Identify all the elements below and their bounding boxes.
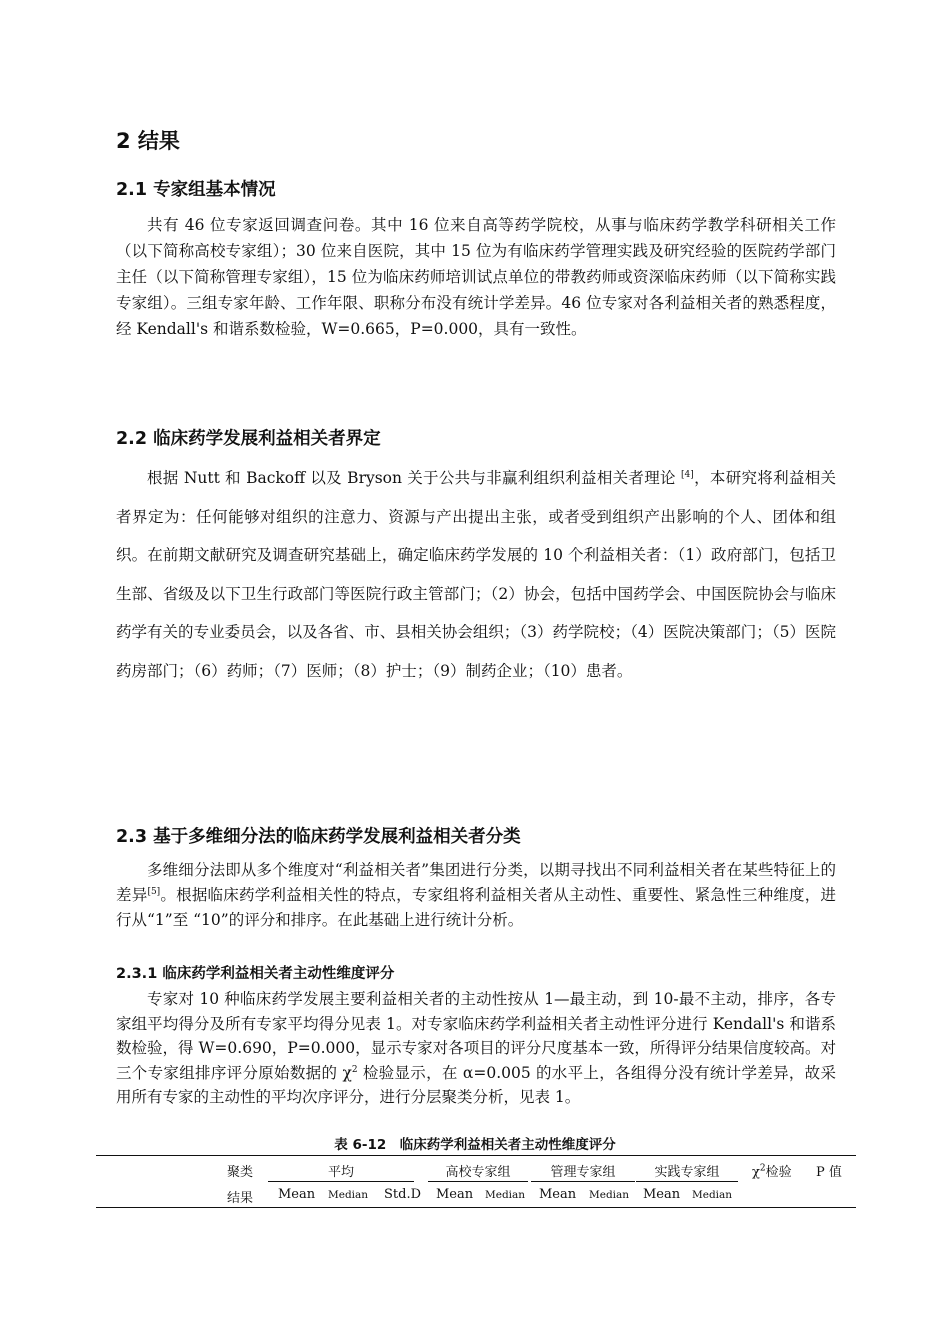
table-top-rule — [96, 1155, 856, 1156]
paragraph-2-3-text-a: 多维细分法即从多个维度对“利益相关者”集团进行分类，以期寻找出不同利益相关者在某些特征上的差异 — [116, 861, 836, 904]
paragraph-2-3 — [116, 858, 836, 933]
paragraph-2-3-1-text-b: 检验显示，在 α=0.005 的水平上，各组得分没有统计学差异，故采用所有专家的主动性的平均次序评分，进行分层聚类分析，见表 1。 — [116, 1063, 836, 1106]
table-header-rule — [96, 1207, 856, 1208]
univ-group-rule — [428, 1181, 528, 1182]
avg-median-header: Median — [328, 1189, 369, 1201]
col-p-value-header: P 值 — [816, 1165, 842, 1180]
univ-median-header: Median — [485, 1189, 526, 1201]
col-univ-group-header: 高校专家组 — [445, 1165, 511, 1180]
heading-2-1: 2.1 专家组基本情况 — [116, 180, 276, 200]
chi-header-superscript: 2 — [759, 1163, 766, 1174]
average-group-rule — [268, 1181, 414, 1182]
prac-group-rule — [636, 1181, 738, 1182]
mgmt-group-rule — [531, 1181, 635, 1182]
avg-mean-header: Mean — [278, 1187, 316, 1202]
chi-symbol: χ — [752, 1165, 760, 1180]
paragraph-2-3-text-b: 。根据临床药学利益相关性的特点，专家组将利益相关者从主动性、重要性、紧急性三种维度，进行从“1”至 “10”的评分和排序。在此基础上进行统计分析。 — [116, 886, 836, 929]
prac-mean-header: Mean — [643, 1187, 681, 1202]
chi-square-superscript: 2 — [351, 1064, 358, 1075]
heading-2-3: 2.3 基于多维细分法的临床药学发展利益相关者分类 — [116, 827, 521, 847]
paragraph-2-3-1-text-a: 专家对 10 种临床药学发展主要利益相关者的主动性按从 1—最主动，到 10-最不主动，排序，各专家组平均得分及所有专家平均得分见表 1。对专家临床药学利益相关者主动性评分进行 Kendall's 和谐系数检验，得 W=0.690，P=0.000，显示专家对各项目的评分尺度基本一致，所得评分结果信度较高。对三个专家组排序评分原始数据的 χ — [116, 990, 836, 1082]
avg-std-header: Std.D — [384, 1187, 422, 1202]
paragraph-2-2-text-b: ，本研究将利益相关者界定为：任何能够对组织的注意力、资源与产出提出主张，或者受到组织产出影响的个人、团体和组织。在前期文献研究及调查研究基础上，确定临床药学发展的 10 个利益相关者：（1）政府部门，包括卫生部、省级及以下卫生行政部门等医院行政主管部门；（2）协会，包括中国药学会、中国医院协会与临床药学有关的专业委员会，以及各省、市、县相关协会组织；（3）药学院校；（4）医院决策部门；（5）医院药房部门；（6）药师；（7）医师；（8）护士；（9）制药企业；（10）患者。 — [116, 469, 836, 680]
mgmt-median-header: Median — [589, 1189, 630, 1201]
paragraph-2-1: 共有 46 位专家返回调查问卷。其中 16 位来自高等药学院校，从事与临床药学教学科研相关工作（以下简称高校专家组）；30 位来自医院，其中 15 位为有临床药学管理实践及研究经验的医院药学部门主任（以下简称管理专家组），15 位为临床药师培训试点单位的带教药师或资深临床药师（以下简称实践专家组）。三组专家年龄、工作年限、职称分布没有统计学差异。46 位专家对各利益相关者的熟悉程度，经 Kendall's 和谐系数检验，W=0.665，P=0.000，具有一致性。 — [116, 216, 836, 338]
paragraph-2-3-1 — [116, 987, 836, 1110]
univ-mean-header: Mean — [436, 1187, 474, 1202]
heading-2-2: 2.2 临床药学发展利益相关者界定 — [116, 429, 381, 449]
prac-median-header: Median — [692, 1189, 733, 1201]
col-average-header: 平均 — [327, 1165, 354, 1180]
col-prac-group-header: 实践专家组 — [654, 1165, 720, 1180]
chi-header-text: 检验 — [765, 1165, 792, 1180]
citation-5: [5] — [147, 886, 161, 897]
mgmt-mean-header: Mean — [539, 1187, 577, 1202]
citation-4: [4] — [681, 469, 694, 480]
heading-2-3-1: 2.3.1 临床药学利益相关者主动性维度评分 — [116, 966, 395, 982]
paragraph-2-2-text-a: 根据 Nutt 和 Backoff 以及 Bryson 关于公共与非赢利组织利益相关者理论 — [147, 469, 682, 487]
section-title: 2 结果 — [116, 129, 180, 153]
paragraph-2-2 — [116, 459, 836, 690]
col-chi-square-header — [752, 1161, 792, 1180]
table-caption: 表 6-12 临床药学利益相关者主动性维度评分 — [334, 1137, 616, 1153]
col-cluster-header: 聚类 — [227, 1165, 254, 1180]
col-result-header: 结果 — [227, 1191, 254, 1206]
col-mgmt-group-header: 管理专家组 — [550, 1165, 616, 1180]
